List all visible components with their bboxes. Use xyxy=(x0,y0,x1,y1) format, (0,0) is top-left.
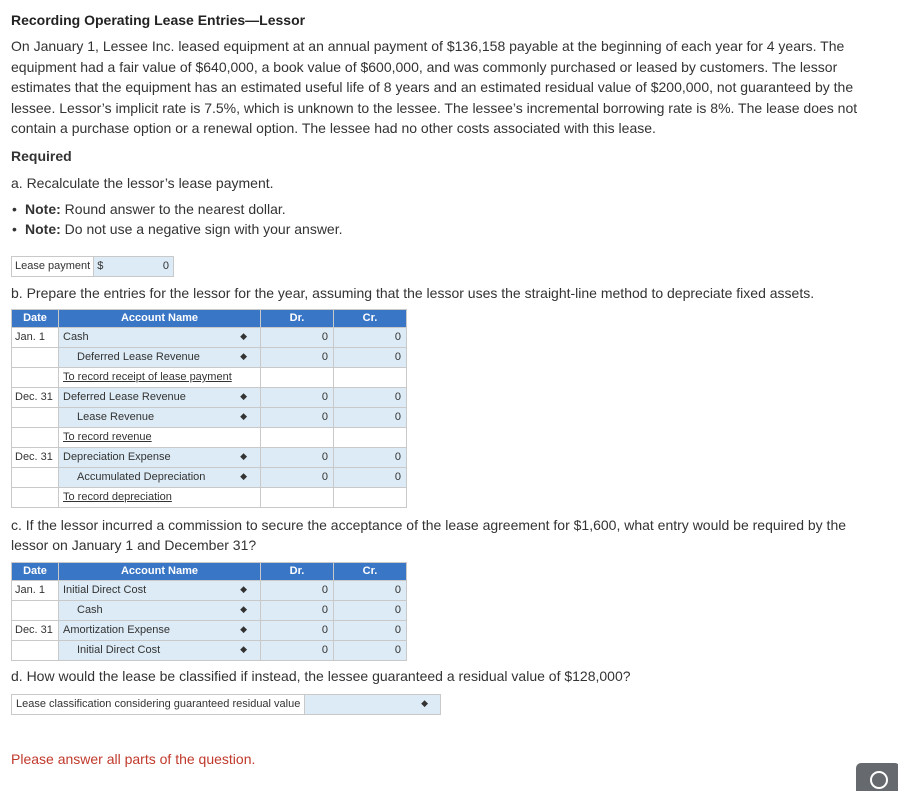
date-cell xyxy=(12,467,59,487)
debit-input[interactable]: 0 xyxy=(261,447,334,467)
debit-input[interactable]: 0 xyxy=(261,580,334,600)
lease-payment-row xyxy=(11,256,174,277)
date-header: Date xyxy=(12,309,59,327)
date-cell xyxy=(12,600,59,620)
debit-input[interactable]: 0 xyxy=(261,327,334,347)
account-select[interactable]: Cash ◆ xyxy=(59,327,261,347)
up-down-arrow-icon: ◆ xyxy=(240,350,247,361)
up-down-arrow-icon: ◆ xyxy=(240,623,247,634)
classification-label: Lease classification considering guaranteed residual value xyxy=(12,695,305,714)
classification-select[interactable] xyxy=(305,695,440,714)
table-row xyxy=(12,367,407,387)
up-down-arrow-icon: ◆ xyxy=(240,330,247,341)
table-row xyxy=(12,580,407,600)
part-a-prompt: a. Recalculate the lessor’s lease payment. xyxy=(11,174,274,191)
date-header: Date xyxy=(12,562,59,580)
account-select[interactable]: Depreciation Expense ◆ xyxy=(59,447,261,467)
credit-input[interactable]: 0 xyxy=(334,347,407,367)
part-c-prompt: c. If the lessor incurred a commission to secure the acceptance of the lease agreement for $1,600, what entry would be required by the lessor on January 1 and December 31? xyxy=(11,516,847,553)
debit-cell xyxy=(261,367,334,387)
up-down-arrow-icon: ◆ xyxy=(421,697,428,708)
credit-cell xyxy=(334,427,407,447)
currency-symbol: $ xyxy=(94,257,106,276)
credit-header: Cr. xyxy=(334,562,407,580)
debit-header: Dr. xyxy=(261,562,334,580)
debit-cell xyxy=(261,427,334,447)
table-row xyxy=(12,487,407,507)
account-select[interactable]: Initial Direct Cost ◆ xyxy=(59,640,261,660)
credit-header: Cr. xyxy=(334,309,407,327)
table-row xyxy=(12,640,407,660)
credit-input[interactable]: 0 xyxy=(334,620,407,640)
credit-input[interactable]: 0 xyxy=(334,640,407,660)
date-cell xyxy=(12,427,59,447)
account-select[interactable]: Accumulated Depreciation ◆ xyxy=(59,467,261,487)
page-title: Recording Operating Lease Entries—Lessor xyxy=(11,12,306,28)
lease-payment-input[interactable]: 0 xyxy=(106,257,173,276)
note-item: • Note: Do not use a negative sign with your answer. xyxy=(25,219,881,239)
credit-input[interactable]: 0 xyxy=(334,447,407,467)
account-select[interactable]: Initial Direct Cost ◆ xyxy=(59,580,261,600)
debit-input[interactable]: 0 xyxy=(261,620,334,640)
account-select[interactable]: Lease Revenue ◆ xyxy=(59,407,261,427)
table-row xyxy=(12,347,407,367)
date-cell: Dec. 31 xyxy=(12,620,59,640)
table-row xyxy=(12,327,407,347)
date-cell xyxy=(12,367,59,387)
credit-input[interactable]: 0 xyxy=(334,387,407,407)
up-down-arrow-icon: ◆ xyxy=(240,390,247,401)
classification-row xyxy=(11,694,441,715)
debit-input[interactable]: 0 xyxy=(261,640,334,660)
up-down-arrow-icon: ◆ xyxy=(240,643,247,654)
account-select[interactable]: Cash ◆ xyxy=(59,600,261,620)
required-heading: Required xyxy=(11,147,72,164)
account-name-header: Account Name xyxy=(59,309,261,327)
journal-table-b xyxy=(11,309,407,508)
memo-cell: To record receipt of lease payment xyxy=(59,367,261,387)
warning-message: Please answer all parts of the question. xyxy=(11,751,256,767)
question-content xyxy=(11,12,881,715)
notes-list xyxy=(11,199,881,239)
table-row xyxy=(12,467,407,487)
table-row xyxy=(12,427,407,447)
date-cell: Dec. 31 xyxy=(12,387,59,407)
debit-input[interactable]: 0 xyxy=(261,407,334,427)
memo-cell: To record depreciation xyxy=(59,487,261,507)
account-select[interactable]: Deferred Lease Revenue ◆ xyxy=(59,347,261,367)
account-select[interactable]: Deferred Lease Revenue ◆ xyxy=(59,387,261,407)
date-cell xyxy=(12,347,59,367)
date-cell xyxy=(12,407,59,427)
credit-input[interactable]: 0 xyxy=(334,580,407,600)
help-icon xyxy=(870,771,888,789)
date-cell xyxy=(12,487,59,507)
up-down-arrow-icon: ◆ xyxy=(240,410,247,421)
part-d-prompt: d. How would the lease be classified if instead, the lessee guaranteed a residual value of $128,000? xyxy=(11,667,631,684)
journal-table-c xyxy=(11,562,407,661)
debit-input[interactable]: 0 xyxy=(261,600,334,620)
date-cell: Jan. 1 xyxy=(12,327,59,347)
date-cell: Jan. 1 xyxy=(12,580,59,600)
debit-input[interactable]: 0 xyxy=(261,387,334,407)
credit-cell xyxy=(334,367,407,387)
up-down-arrow-icon: ◆ xyxy=(240,583,247,594)
problem-statement: On January 1, Lessee Inc. leased equipment at an annual payment of $136,158 payable at the beginning of each year for 4 years. The equipment had a fair value of $640,000, a book value of $600,000, and was commonly purchased or leased by customers. The lessor estimates that the equipment has an estimated useful life of 8 years and an estimated residual value of $200,000, not guaranteed by the lessee. Lessor’s implicit rate is 7.5%, which is unknown to the lessee. The lessee’s incremental borrowing rate is 8%. The lease does not contain a purchase option or a renewal option. The lessee had no other costs associated with this lease. xyxy=(11,38,858,136)
debit-input[interactable]: 0 xyxy=(261,347,334,367)
account-select[interactable]: Amortization Expense ◆ xyxy=(59,620,261,640)
credit-input[interactable]: 0 xyxy=(334,467,407,487)
debit-input[interactable]: 0 xyxy=(261,467,334,487)
date-cell: Dec. 31 xyxy=(12,447,59,467)
up-down-arrow-icon: ◆ xyxy=(240,450,247,461)
table-row xyxy=(12,447,407,467)
table-row xyxy=(12,600,407,620)
credit-input[interactable]: 0 xyxy=(334,327,407,347)
table-row xyxy=(12,620,407,640)
up-down-arrow-icon: ◆ xyxy=(240,470,247,481)
credit-cell xyxy=(334,487,407,507)
table-row xyxy=(12,387,407,407)
debit-cell xyxy=(261,487,334,507)
help-button[interactable] xyxy=(856,763,898,791)
note-item: • Note: Round answer to the nearest dollar. xyxy=(25,199,881,219)
date-cell xyxy=(12,640,59,660)
memo-cell: To record revenue xyxy=(59,427,261,447)
account-name-header: Account Name xyxy=(59,562,261,580)
table-row xyxy=(12,407,407,427)
part-b-prompt: b. Prepare the entries for the lessor for the year, assuming that the lessor uses the straight-line method to depreciate fixed assets. xyxy=(11,284,815,301)
lease-payment-label: Lease payment xyxy=(12,257,94,276)
credit-input[interactable]: 0 xyxy=(334,407,407,427)
debit-header: Dr. xyxy=(261,309,334,327)
credit-input[interactable]: 0 xyxy=(334,600,407,620)
up-down-arrow-icon: ◆ xyxy=(240,603,247,614)
